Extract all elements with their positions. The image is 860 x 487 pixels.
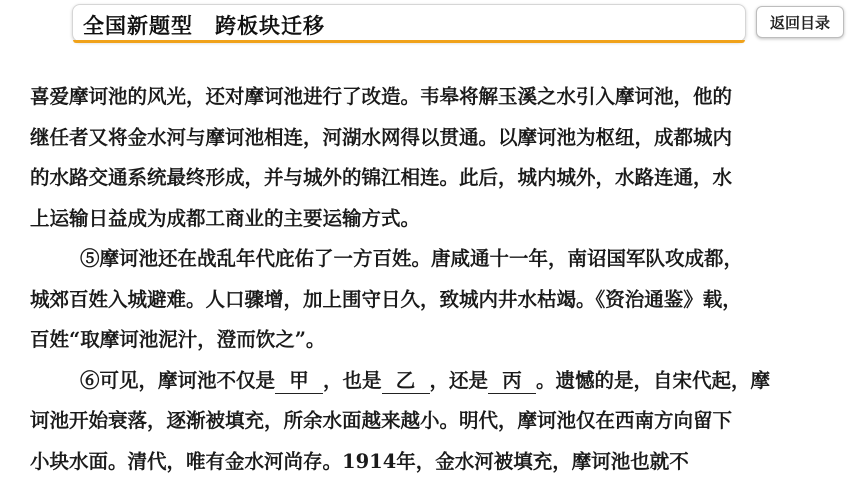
header-accent-bar xyxy=(73,40,745,43)
fill-in-suffix: 。遗憾的是，自宋代起，摩 xyxy=(536,369,770,392)
passage-line: 继任者又将金水河与摩诃池相连，河湖水网得以贯通。以摩诃池为枢纽，成都城内 xyxy=(30,123,830,164)
passage-line-fill-in xyxy=(30,366,830,407)
passage-text xyxy=(30,82,830,487)
back-to-contents-button[interactable]: 返回目录 xyxy=(756,6,844,38)
fill-in-text: ，也是 xyxy=(323,369,382,392)
passage-line: 诃池开始衰落，逐渐被填充，所余水面越来越小。明代，摩诃池仅在西南方向留下 xyxy=(30,406,830,447)
fill-in-prefix: ⑥可见，摩诃池不仅是 xyxy=(80,369,275,392)
passage-line: 城郊百姓入城避难。人口骤增，加上围守日久，致城内井水枯竭。《资治通鉴》载， xyxy=(30,285,830,326)
blank-bing: 丙 xyxy=(488,369,536,394)
passage-line: 百姓“取摩诃池泥汁，澄而饮之”。 xyxy=(30,325,830,366)
passage-line: 小块水面。清代，唯有金水河尚存。1914年，金水河被填充，摩诃池也就不 xyxy=(30,447,830,487)
section-header xyxy=(72,4,746,42)
fill-in-text: ，还是 xyxy=(430,369,489,392)
blank-jia: 甲 xyxy=(275,369,323,394)
passage-line: 喜爱摩诃池的风光，还对摩诃池进行了改造。韦皋将解玉溪之水引入摩诃池，他的 xyxy=(30,82,830,123)
blank-yi: 乙 xyxy=(382,369,430,394)
section-title: 全国新题型 跨板块迁移 xyxy=(83,10,325,40)
passage-line: 的水路交通系统最终形成，并与城外的锦江相连。此后，城内城外，水路连通，水 xyxy=(30,163,830,204)
passage-line: ⑤摩诃池还在战乱年代庇佑了一方百姓。唐咸通十一年，南诏国军队攻成都， xyxy=(30,244,830,285)
passage-line: 上运输日益成为成都工商业的主要运输方式。 xyxy=(30,204,830,245)
